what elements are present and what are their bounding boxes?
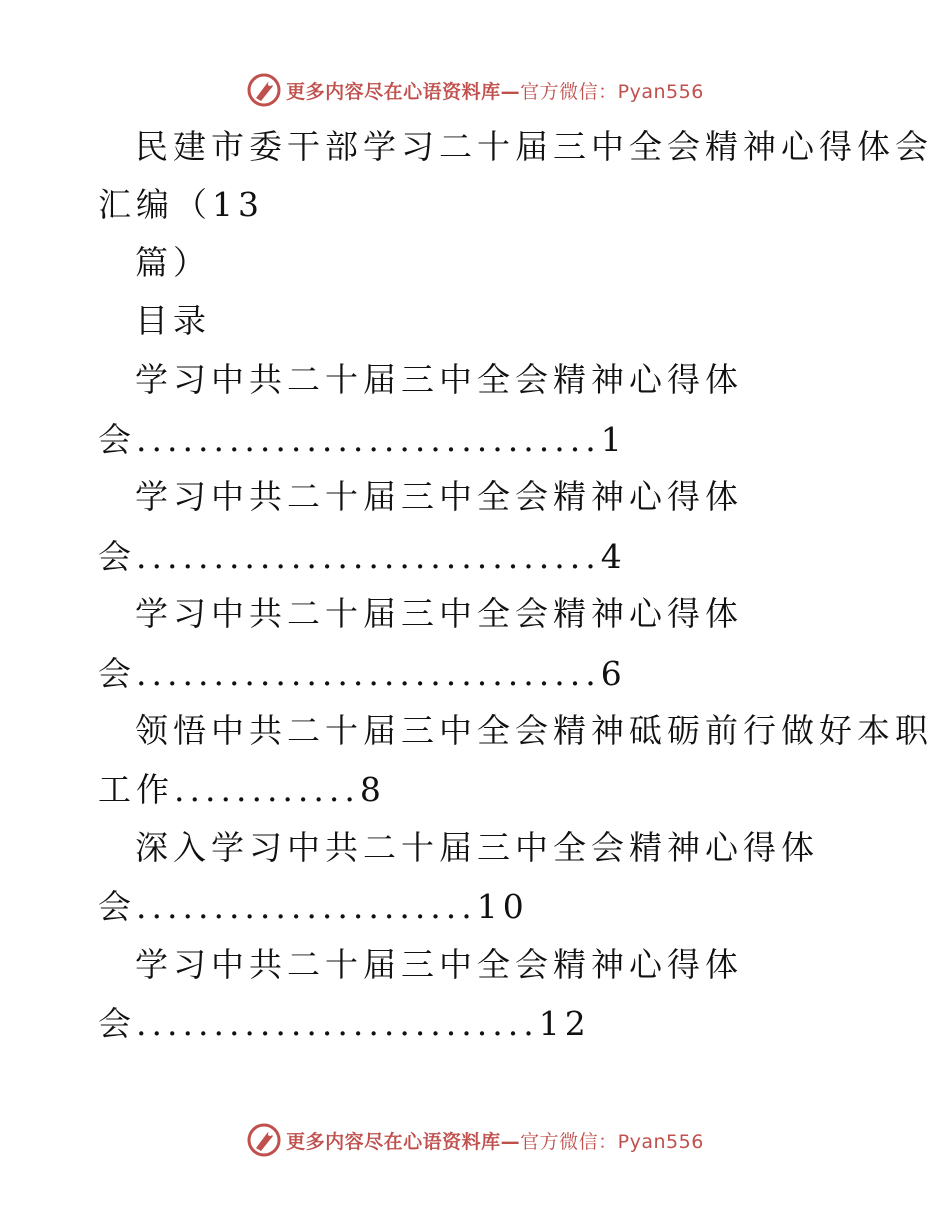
- toc-entry-5-title: 深入学习中共二十届三中全会精神心得体: [135, 828, 819, 867]
- toc-entry-2-title: 学习中共二十届三中全会精神心得体: [135, 477, 743, 516]
- document-title-line-1: 民建市委干部学习二十届三中全会精神心得体会: [135, 127, 933, 166]
- toc-entry-4-page: 工作............8: [98, 770, 386, 809]
- toc-entry-3-title: 学习中共二十届三中全会精神心得体: [135, 594, 743, 633]
- toc-entry-2-page: 会..............................4: [98, 537, 627, 576]
- toc-entry-6-page: 会..........................12: [98, 1004, 591, 1043]
- watermark-text: 更多内容尽在心语资料库—: [286, 80, 521, 103]
- toc-heading: 目录: [135, 301, 211, 340]
- pen-logo-icon: [246, 72, 282, 108]
- document-title-line-3: 篇）: [135, 243, 211, 282]
- footer-watermark: [0, 1120, 950, 1160]
- watermark-wechat: 官方微信：Pyan556: [520, 80, 704, 103]
- toc-entry-6-title: 学习中共二十届三中全会精神心得体: [135, 945, 743, 984]
- document-title-line-2: 汇编（13: [98, 185, 264, 224]
- toc-entry-5-page: 会......................10: [98, 887, 529, 926]
- pen-logo-icon: [246, 1122, 282, 1158]
- watermark-text: 更多内容尽在心语资料库—: [286, 1130, 521, 1153]
- toc-entry-1-title: 学习中共二十届三中全会精神心得体: [135, 360, 743, 399]
- toc-entry-4-title: 领悟中共二十届三中全会精神砥砺前行做好本职: [135, 711, 933, 750]
- watermark-wechat: 官方微信：Pyan556: [520, 1130, 704, 1153]
- toc-entry-3-page: 会..............................6: [98, 654, 627, 693]
- header-watermark: [0, 70, 950, 110]
- toc-entry-1-page: 会..............................1: [98, 420, 627, 459]
